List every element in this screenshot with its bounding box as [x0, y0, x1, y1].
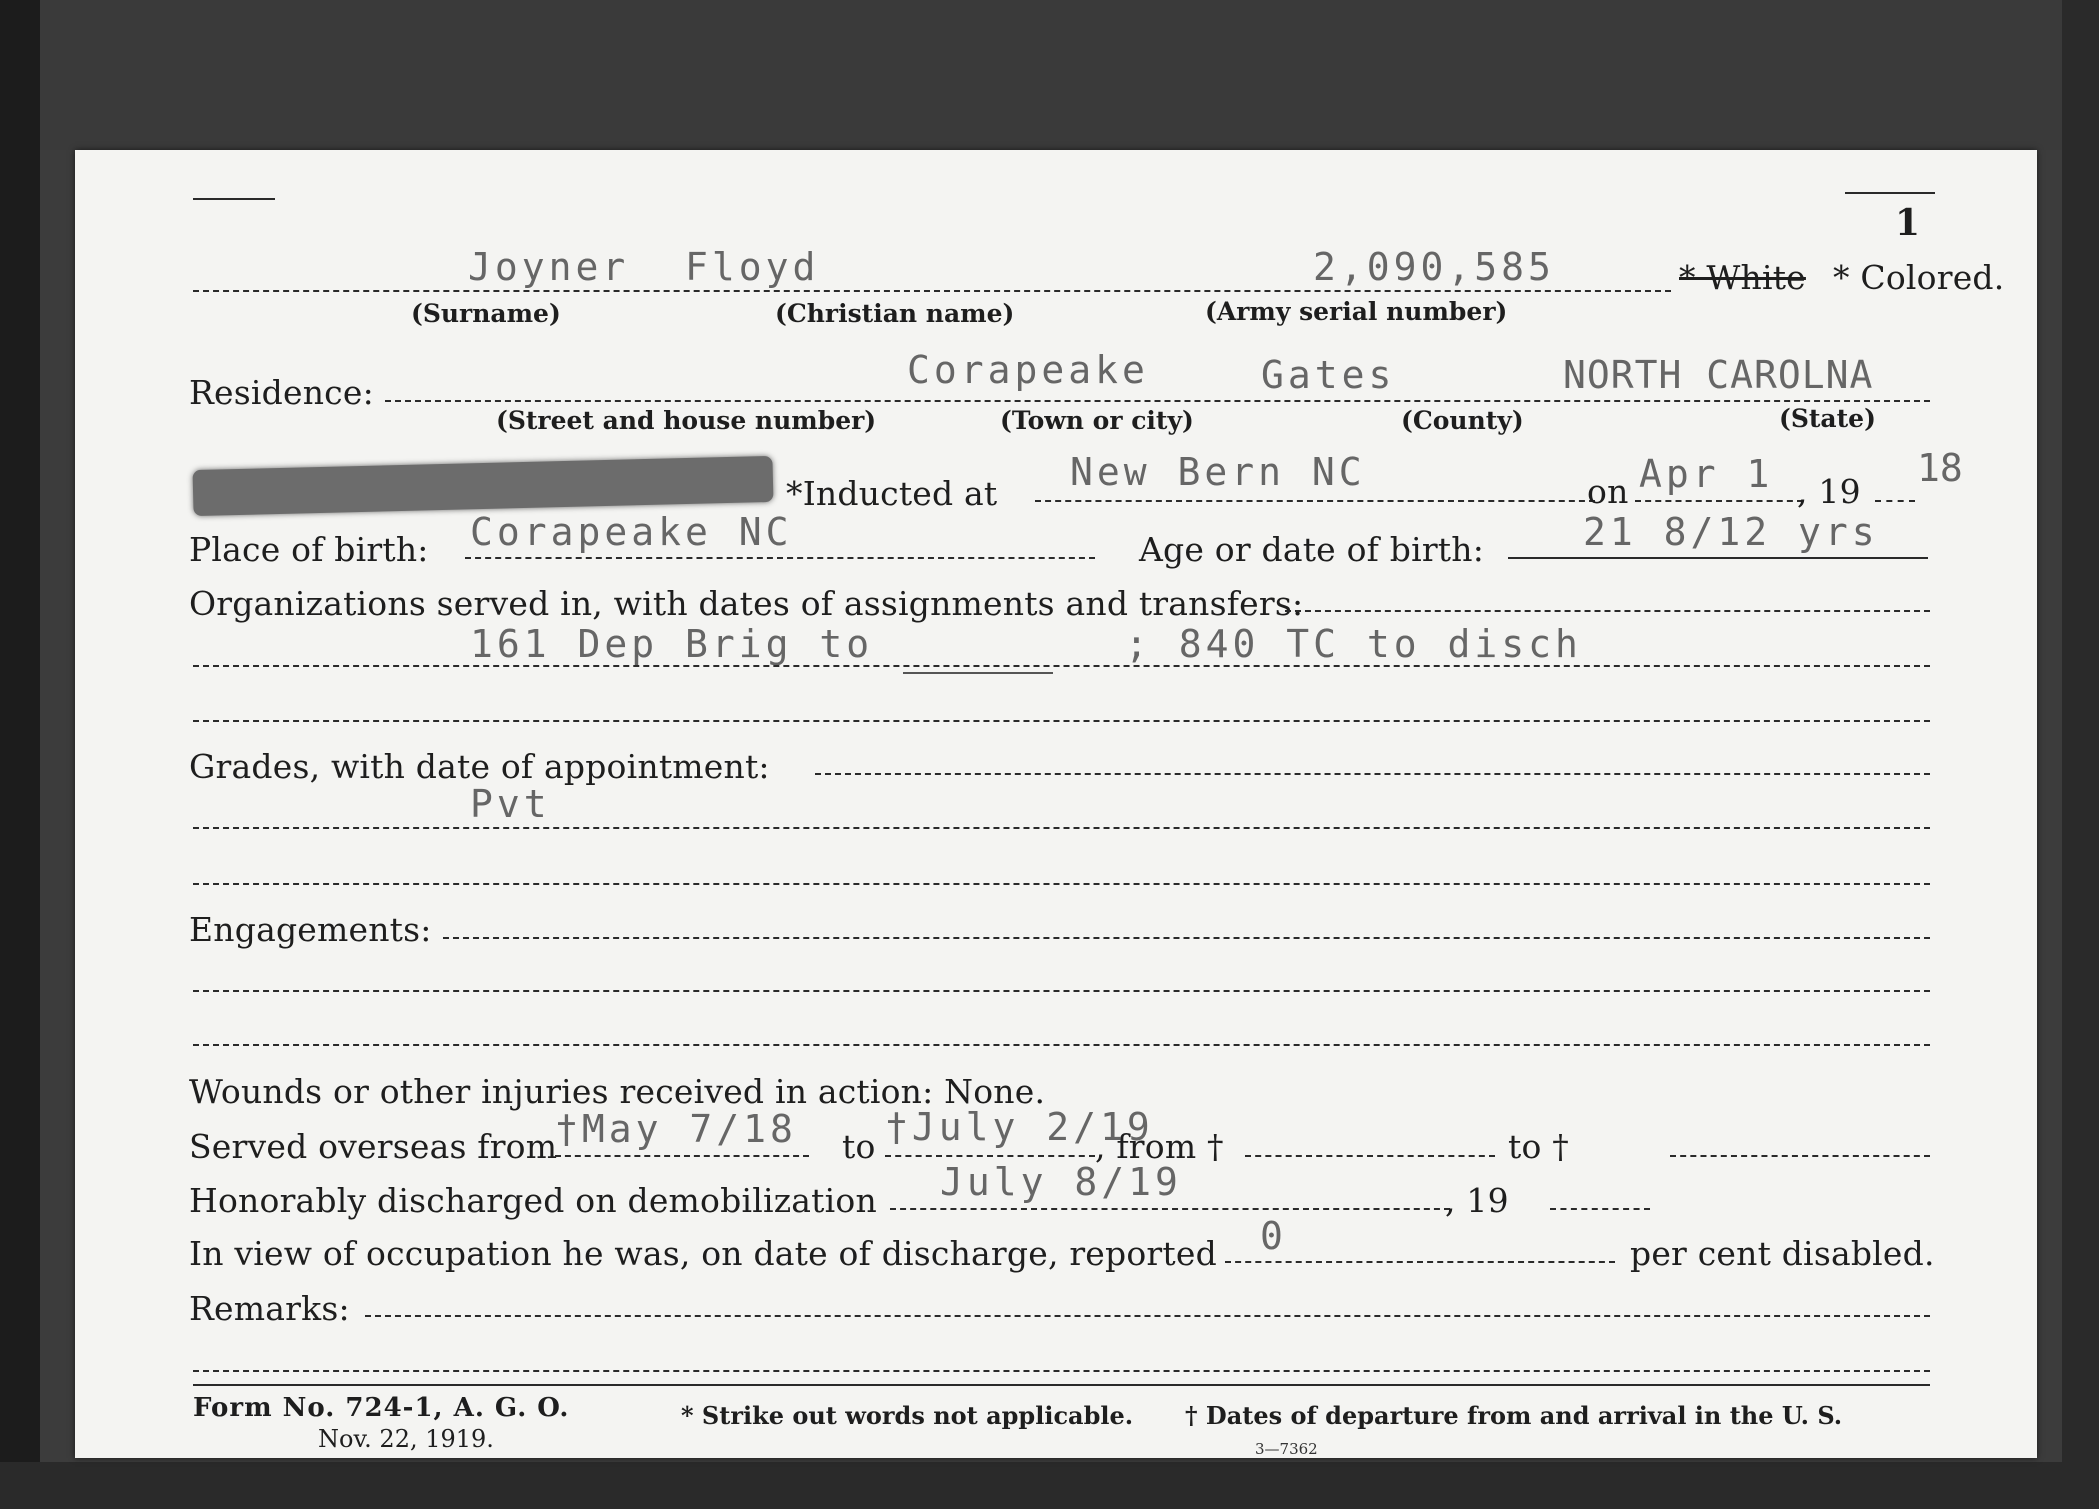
- grades-value: Pvt: [470, 782, 551, 826]
- surname-caption: (Surname): [411, 299, 561, 328]
- organizations-value-part2: ; 840 TC to disch: [1125, 622, 1582, 666]
- discharge-label: Honorably discharged on demobilization: [189, 1181, 877, 1220]
- serial-number-caption: (Army serial number): [1205, 297, 1508, 326]
- remarks-line-2: [193, 1370, 1930, 1372]
- disability-line: [1225, 1261, 1615, 1263]
- town-caption: (Town or city): [1000, 406, 1194, 435]
- overseas-from2-label: , from †: [1095, 1127, 1224, 1166]
- top-left-rule: [193, 198, 275, 200]
- dates-note: † Dates of departure from and arrival in the U. S.: [1185, 1401, 1843, 1430]
- overseas-to2-label: to †: [1508, 1127, 1569, 1166]
- inducted-at-label: *Inducted at: [786, 474, 998, 513]
- residence-line: [385, 400, 1930, 402]
- organizations-blank: [903, 672, 1053, 674]
- induction-year-value: 18: [1917, 446, 1963, 490]
- grades-line-2: [193, 827, 1930, 829]
- discharge-year-line: [1550, 1208, 1650, 1210]
- state-caption: (State): [1779, 404, 1876, 433]
- christian-name-value: Floyd: [685, 245, 820, 289]
- induction-date-value: Apr 1: [1639, 452, 1774, 496]
- engagements-line-1: [443, 937, 1930, 939]
- discharge-year-label: , 19: [1445, 1181, 1509, 1220]
- scan-background-bottom: [0, 1462, 2099, 1509]
- grades-line-3: [193, 883, 1930, 885]
- organizations-value-part1: 161 Dep Brig to: [470, 622, 874, 666]
- remarks-label: Remarks:: [189, 1289, 350, 1328]
- engagements-label: Engagements:: [189, 910, 432, 949]
- overseas-label: Served overseas from: [189, 1127, 558, 1166]
- overseas-to-label: to: [842, 1127, 876, 1166]
- county-caption: (County): [1401, 406, 1524, 435]
- scan-background-right: [2062, 0, 2099, 1509]
- footer-rule: [193, 1384, 1930, 1386]
- overseas-to-line: [885, 1155, 1095, 1157]
- discharge-date-value: July 8/19: [940, 1160, 1182, 1204]
- place-of-birth-label: Place of birth:: [189, 530, 429, 569]
- serial-number-value: 2,090,585: [1313, 245, 1555, 289]
- age-value: 21 8/12 yrs: [1583, 510, 1879, 554]
- overseas-from-line: [555, 1155, 809, 1157]
- page-number: 1: [1895, 202, 1921, 244]
- place-of-birth-line: [465, 557, 1095, 559]
- remarks-line-1: [365, 1315, 1930, 1317]
- organizations-line-3: [193, 720, 1930, 722]
- form-date: Nov. 22, 1919.: [318, 1425, 494, 1453]
- scan-background-left: [0, 0, 40, 1509]
- grades-label: Grades, with date of appointment:: [189, 747, 770, 786]
- organizations-line-1: [1285, 610, 1930, 612]
- age-line: [1508, 557, 1928, 559]
- overseas-from2-line: [1245, 1155, 1495, 1157]
- print-code: 3—7362: [1255, 1440, 1318, 1458]
- colored-option: * Colored.: [1833, 258, 2005, 297]
- disability-label: In view of occupation he was, on date of discharge, reported: [189, 1234, 1217, 1273]
- overseas-to-value: †July 2/19: [885, 1105, 1154, 1149]
- place-of-birth-value: Corapeake NC: [470, 510, 793, 554]
- overseas-from-value: †May 7/18: [555, 1107, 797, 1151]
- wounds-label: Wounds or other injuries received in action: None.: [189, 1072, 1046, 1111]
- name-line: [193, 290, 1671, 292]
- form-number: Form No. 724-1, A. G. O.: [193, 1393, 570, 1423]
- inducted-line: [1035, 500, 1595, 502]
- residence-label: Residence:: [189, 373, 374, 412]
- engagements-line-2: [193, 990, 1930, 992]
- discharge-line: [890, 1208, 1450, 1210]
- top-right-rule: [1845, 192, 1935, 194]
- surname-value: Joyner: [468, 245, 630, 289]
- age-label: Age or date of birth:: [1139, 530, 1485, 569]
- year-prefix: , 19: [1797, 472, 1861, 511]
- grades-line-1: [815, 773, 1930, 775]
- strike-out-note: * Strike out words not applicable.: [681, 1401, 1134, 1430]
- on-label: on: [1587, 472, 1629, 511]
- christian-name-caption: (Christian name): [775, 299, 1015, 328]
- disability-value: 0: [1260, 1214, 1287, 1258]
- white-option: * White: [1679, 258, 1806, 297]
- residence-town-value: Corapeake: [907, 348, 1149, 392]
- induction-date-line: [1635, 500, 1803, 502]
- inducted-at-value: New Bern NC: [1070, 450, 1366, 494]
- disability-suffix: per cent disabled.: [1630, 1234, 1935, 1273]
- engagements-line-3: [193, 1044, 1930, 1046]
- induction-year-line: [1875, 500, 1915, 502]
- service-record-card: [75, 150, 2037, 1458]
- scan-background-top: [0, 0, 2099, 150]
- residence-state-value: NORTH CAROLNA: [1563, 353, 1874, 397]
- residence-county-value: Gates: [1261, 353, 1396, 397]
- organizations-line-2: [193, 665, 1930, 667]
- overseas-to2-line: [1670, 1155, 1930, 1157]
- street-caption: (Street and house number): [496, 406, 877, 435]
- organizations-label: Organizations served in, with dates of assignments and transfers:: [189, 584, 1304, 623]
